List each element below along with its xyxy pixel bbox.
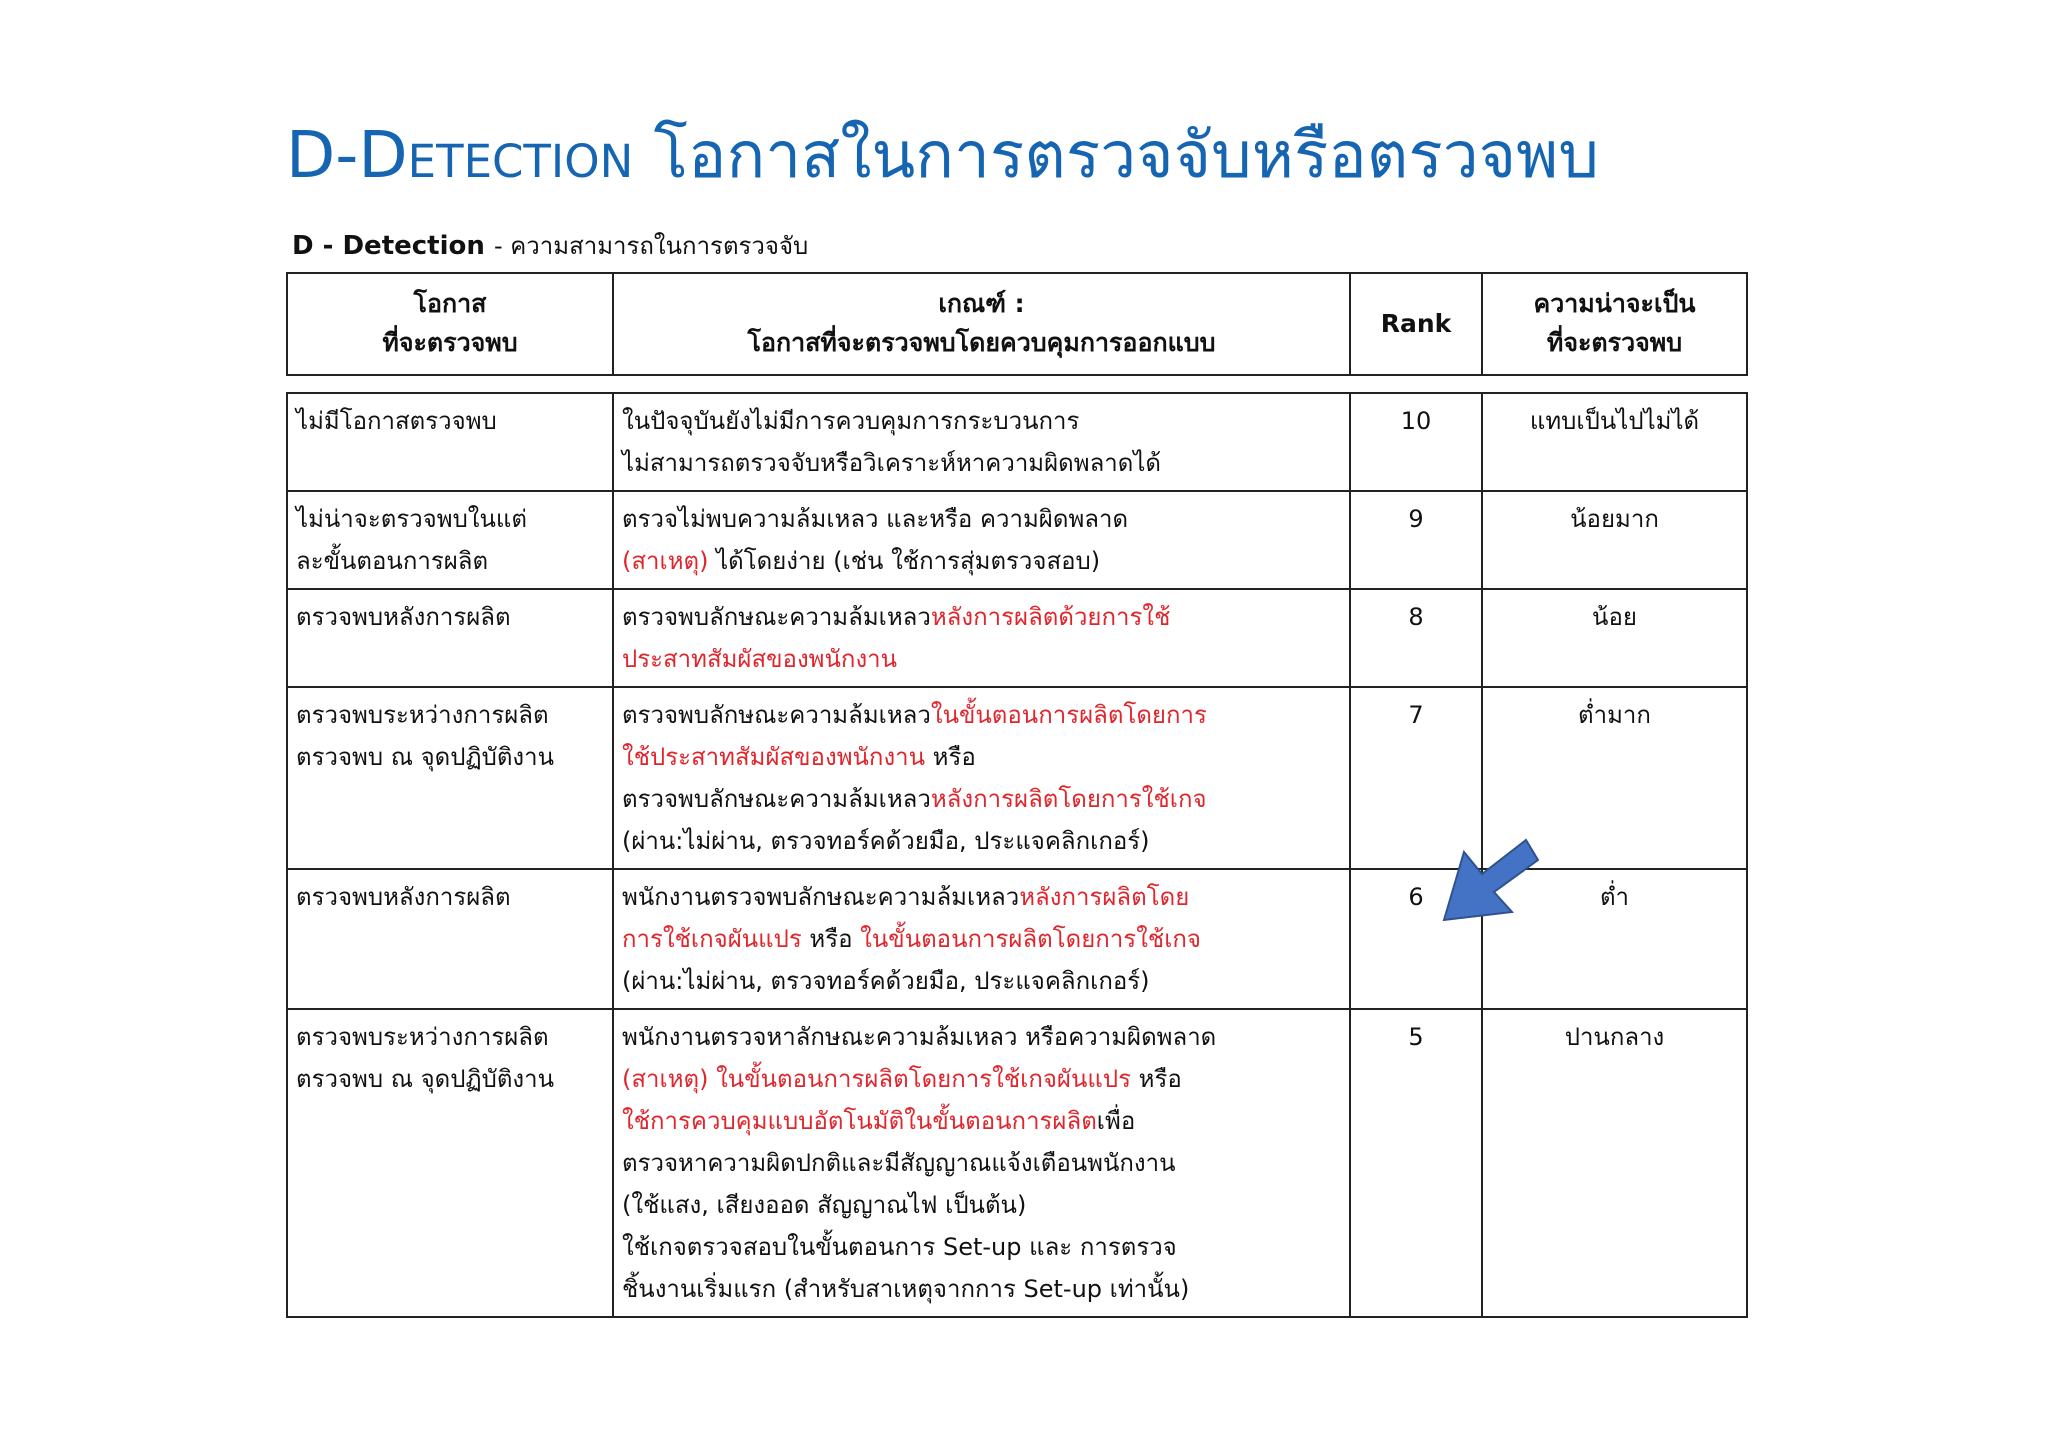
- slide-title: [286, 118, 1599, 195]
- arrow-icon: [1440, 838, 1540, 924]
- opportunity-line: ไม่น่าจะตรวจพบในแต่: [296, 505, 527, 533]
- header-probability-line1: ความน่าจะเป็น: [1533, 289, 1696, 319]
- criteria-text: ในปัจจุบันยังไม่มีการควบคุมการกระบวนการ: [622, 407, 1080, 435]
- criteria-line: [622, 960, 1341, 1002]
- criteria-line: [622, 1184, 1341, 1226]
- cell-rank: 7: [1350, 687, 1482, 869]
- cell-rank: 5: [1350, 1009, 1482, 1317]
- header-table: [286, 272, 1748, 376]
- criteria-line: [622, 1268, 1341, 1310]
- cell-opportunity: [287, 687, 613, 869]
- header-criteria-line1: เกณฑ์ :: [938, 289, 1025, 319]
- opportunity-line: ไม่มีโอกาสตรวจพบ: [296, 407, 497, 435]
- criteria-highlight-text: (สาเหตุ) ในขั้นตอนการผลิตโดยการใช้เกจผันแปร: [622, 1065, 1131, 1093]
- table-row: [287, 393, 1747, 491]
- criteria-text: พนักงานตรวจพบลักษณะความล้มเหลว: [622, 883, 1020, 911]
- header-opportunity-line1: โอกาส: [413, 289, 487, 319]
- criteria-highlight-text: ใช้การควบคุมแบบอัตโนมัติในขั้นตอนการผลิต: [622, 1107, 1097, 1135]
- cell-opportunity: [287, 491, 613, 589]
- criteria-text: (ใช้แสง, เสียงออด สัญญาณไฟ เป็นต้น): [622, 1191, 1027, 1219]
- criteria-text: ใช้เกจตรวจสอบในขั้นตอนการ Set-up และ การตรวจ: [622, 1233, 1177, 1261]
- opportunity-line: ตรวจพบหลังการผลิต: [296, 883, 511, 911]
- criteria-line: [622, 498, 1341, 540]
- cell-criteria: [613, 869, 1350, 1009]
- criteria-line: [622, 778, 1341, 820]
- criteria-highlight-text: การใช้เกจผันแปร: [622, 925, 802, 953]
- cell-probability: น้อย: [1482, 589, 1747, 687]
- cell-probability: แทบเป็นไปไม่ได้: [1482, 393, 1747, 491]
- criteria-line: [622, 694, 1341, 736]
- cell-criteria: [613, 1009, 1350, 1317]
- opportunity-line: ละขั้นตอนการผลิต: [296, 547, 489, 575]
- cell-criteria: [613, 491, 1350, 589]
- criteria-text: ไม่สามารถตรวจจับหรือวิเคราะห์หาความผิดพลาดได้: [622, 449, 1162, 477]
- criteria-highlight-text: ประสาทสัมผัสของพนักงาน: [622, 645, 898, 673]
- opportunity-line: ตรวจพบระหว่างการผลิต: [296, 1023, 549, 1051]
- criteria-text: ตรวจหาความผิดปกติและมีสัญญาณแจ้งเตือนพนักงาน: [622, 1149, 1176, 1177]
- cell-opportunity: [287, 393, 613, 491]
- header-rank: Rank: [1350, 273, 1482, 375]
- criteria-text: พนักงานตรวจหาลักษณะความล้มเหลว หรือความผิดพลาด: [622, 1023, 1217, 1051]
- criteria-line: [622, 400, 1341, 442]
- cell-opportunity: [287, 869, 613, 1009]
- cell-criteria: [613, 393, 1350, 491]
- opportunity-line: ตรวจพบหลังการผลิต: [296, 603, 511, 631]
- criteria-line: [622, 736, 1341, 778]
- criteria-text: หรือ: [1131, 1065, 1182, 1093]
- header-row: [287, 273, 1747, 375]
- opportunity-line: ตรวจพบระหว่างการผลิต: [296, 701, 549, 729]
- criteria-line: [622, 1142, 1341, 1184]
- criteria-highlight-text: ใช้ประสาทสัมผัสของพนักงาน: [622, 743, 926, 771]
- criteria-highlight-text: (สาเหตุ): [622, 547, 709, 575]
- criteria-line: [622, 540, 1341, 582]
- arrow-shape: [1444, 840, 1538, 920]
- criteria-highlight-text: หลังการผลิตโดยการใช้เกจ: [930, 785, 1207, 813]
- criteria-line: [622, 876, 1341, 918]
- criteria-highlight-text: หลังการผลิตด้วยการใช้: [930, 603, 1171, 631]
- table-row: [287, 491, 1747, 589]
- cell-rank: 9: [1350, 491, 1482, 589]
- header-probability-line2: ที่จะตรวจพบ: [1546, 328, 1683, 357]
- header-criteria: [613, 273, 1350, 375]
- table-row: [287, 1009, 1747, 1317]
- title-thai: โอกาสในการตรวจจับหรือตรวจพบ: [653, 119, 1599, 193]
- criteria-line: [622, 638, 1341, 680]
- criteria-line: [622, 1100, 1341, 1142]
- header-opportunity-line2: ที่จะตรวจพบ: [382, 328, 518, 357]
- table-caption: [292, 226, 808, 265]
- criteria-line: [622, 442, 1341, 484]
- opportunity-line: ตรวจพบ ณ จุดปฏิบัติงาน: [296, 1065, 555, 1093]
- criteria-line: [622, 1226, 1341, 1268]
- criteria-text: หรือ: [801, 925, 861, 953]
- cell-probability: น้อยมาก: [1482, 491, 1747, 589]
- cell-probability: ต่ำ: [1482, 869, 1747, 1009]
- criteria-text: ตรวจพบลักษณะความล้มเหลว: [622, 701, 931, 729]
- cell-rank: 10: [1350, 393, 1482, 491]
- cell-probability: ต่ำมาก: [1482, 687, 1747, 869]
- cell-criteria: [613, 687, 1350, 869]
- cell-rank: 6: [1350, 869, 1482, 1009]
- criteria-line: [622, 596, 1341, 638]
- caption-label: D - Detection: [292, 231, 485, 261]
- title-english: D-Detection: [286, 119, 634, 193]
- header-probability: [1482, 273, 1747, 375]
- criteria-text: ตรวจพบลักษณะความล้มเหลว: [622, 785, 931, 813]
- cell-probability: ปานกลาง: [1482, 1009, 1747, 1317]
- criteria-highlight-text: ในขั้นตอนการผลิตโดยการใช้เกจ: [860, 925, 1201, 953]
- criteria-line: [622, 918, 1341, 960]
- criteria-text: เพื่อ: [1096, 1107, 1136, 1135]
- cell-rank: 8: [1350, 589, 1482, 687]
- opportunity-line: ตรวจพบ ณ จุดปฏิบัติงาน: [296, 743, 555, 771]
- cell-opportunity: [287, 1009, 613, 1317]
- criteria-text: ได้โดยง่าย (เช่น ใช้การสุ่มตรวจสอบ): [708, 547, 1101, 575]
- cell-opportunity: [287, 589, 613, 687]
- cell-criteria: [613, 589, 1350, 687]
- criteria-text: ตรวจพบลักษณะความล้มเหลว: [622, 603, 931, 631]
- criteria-highlight-text: ในขั้นตอนการผลิตโดยการ: [930, 701, 1207, 729]
- criteria-highlight-text: หลังการผลิตโดย: [1019, 883, 1190, 911]
- criteria-text: ชิ้นงานเริ่มแรก (สำหรับสาเหตุจากการ Set-up เท่านั้น): [622, 1275, 1190, 1303]
- criteria-text: (ผ่าน:ไม่ผ่าน, ตรวจทอร์คด้วยมือ, ประแจคลิกเกอร์): [622, 967, 1150, 995]
- header-opportunity: [287, 273, 613, 375]
- caption-description: - ความสามารถในการตรวจจับ: [493, 232, 809, 260]
- criteria-line: [622, 1058, 1341, 1100]
- criteria-text: (ผ่าน:ไม่ผ่าน, ตรวจทอร์คด้วยมือ, ประแจคลิกเกอร์): [622, 827, 1150, 855]
- header-criteria-line2: โอกาสที่จะตรวจพบโดยควบคุมการออกแบบ: [747, 328, 1216, 357]
- criteria-text: ตรวจไม่พบความล้มเหลว และหรือ ความผิดพลาด: [622, 505, 1129, 533]
- criteria-text: หรือ: [925, 743, 976, 771]
- table-row: [287, 589, 1747, 687]
- criteria-line: [622, 1016, 1341, 1058]
- criteria-line: [622, 820, 1341, 862]
